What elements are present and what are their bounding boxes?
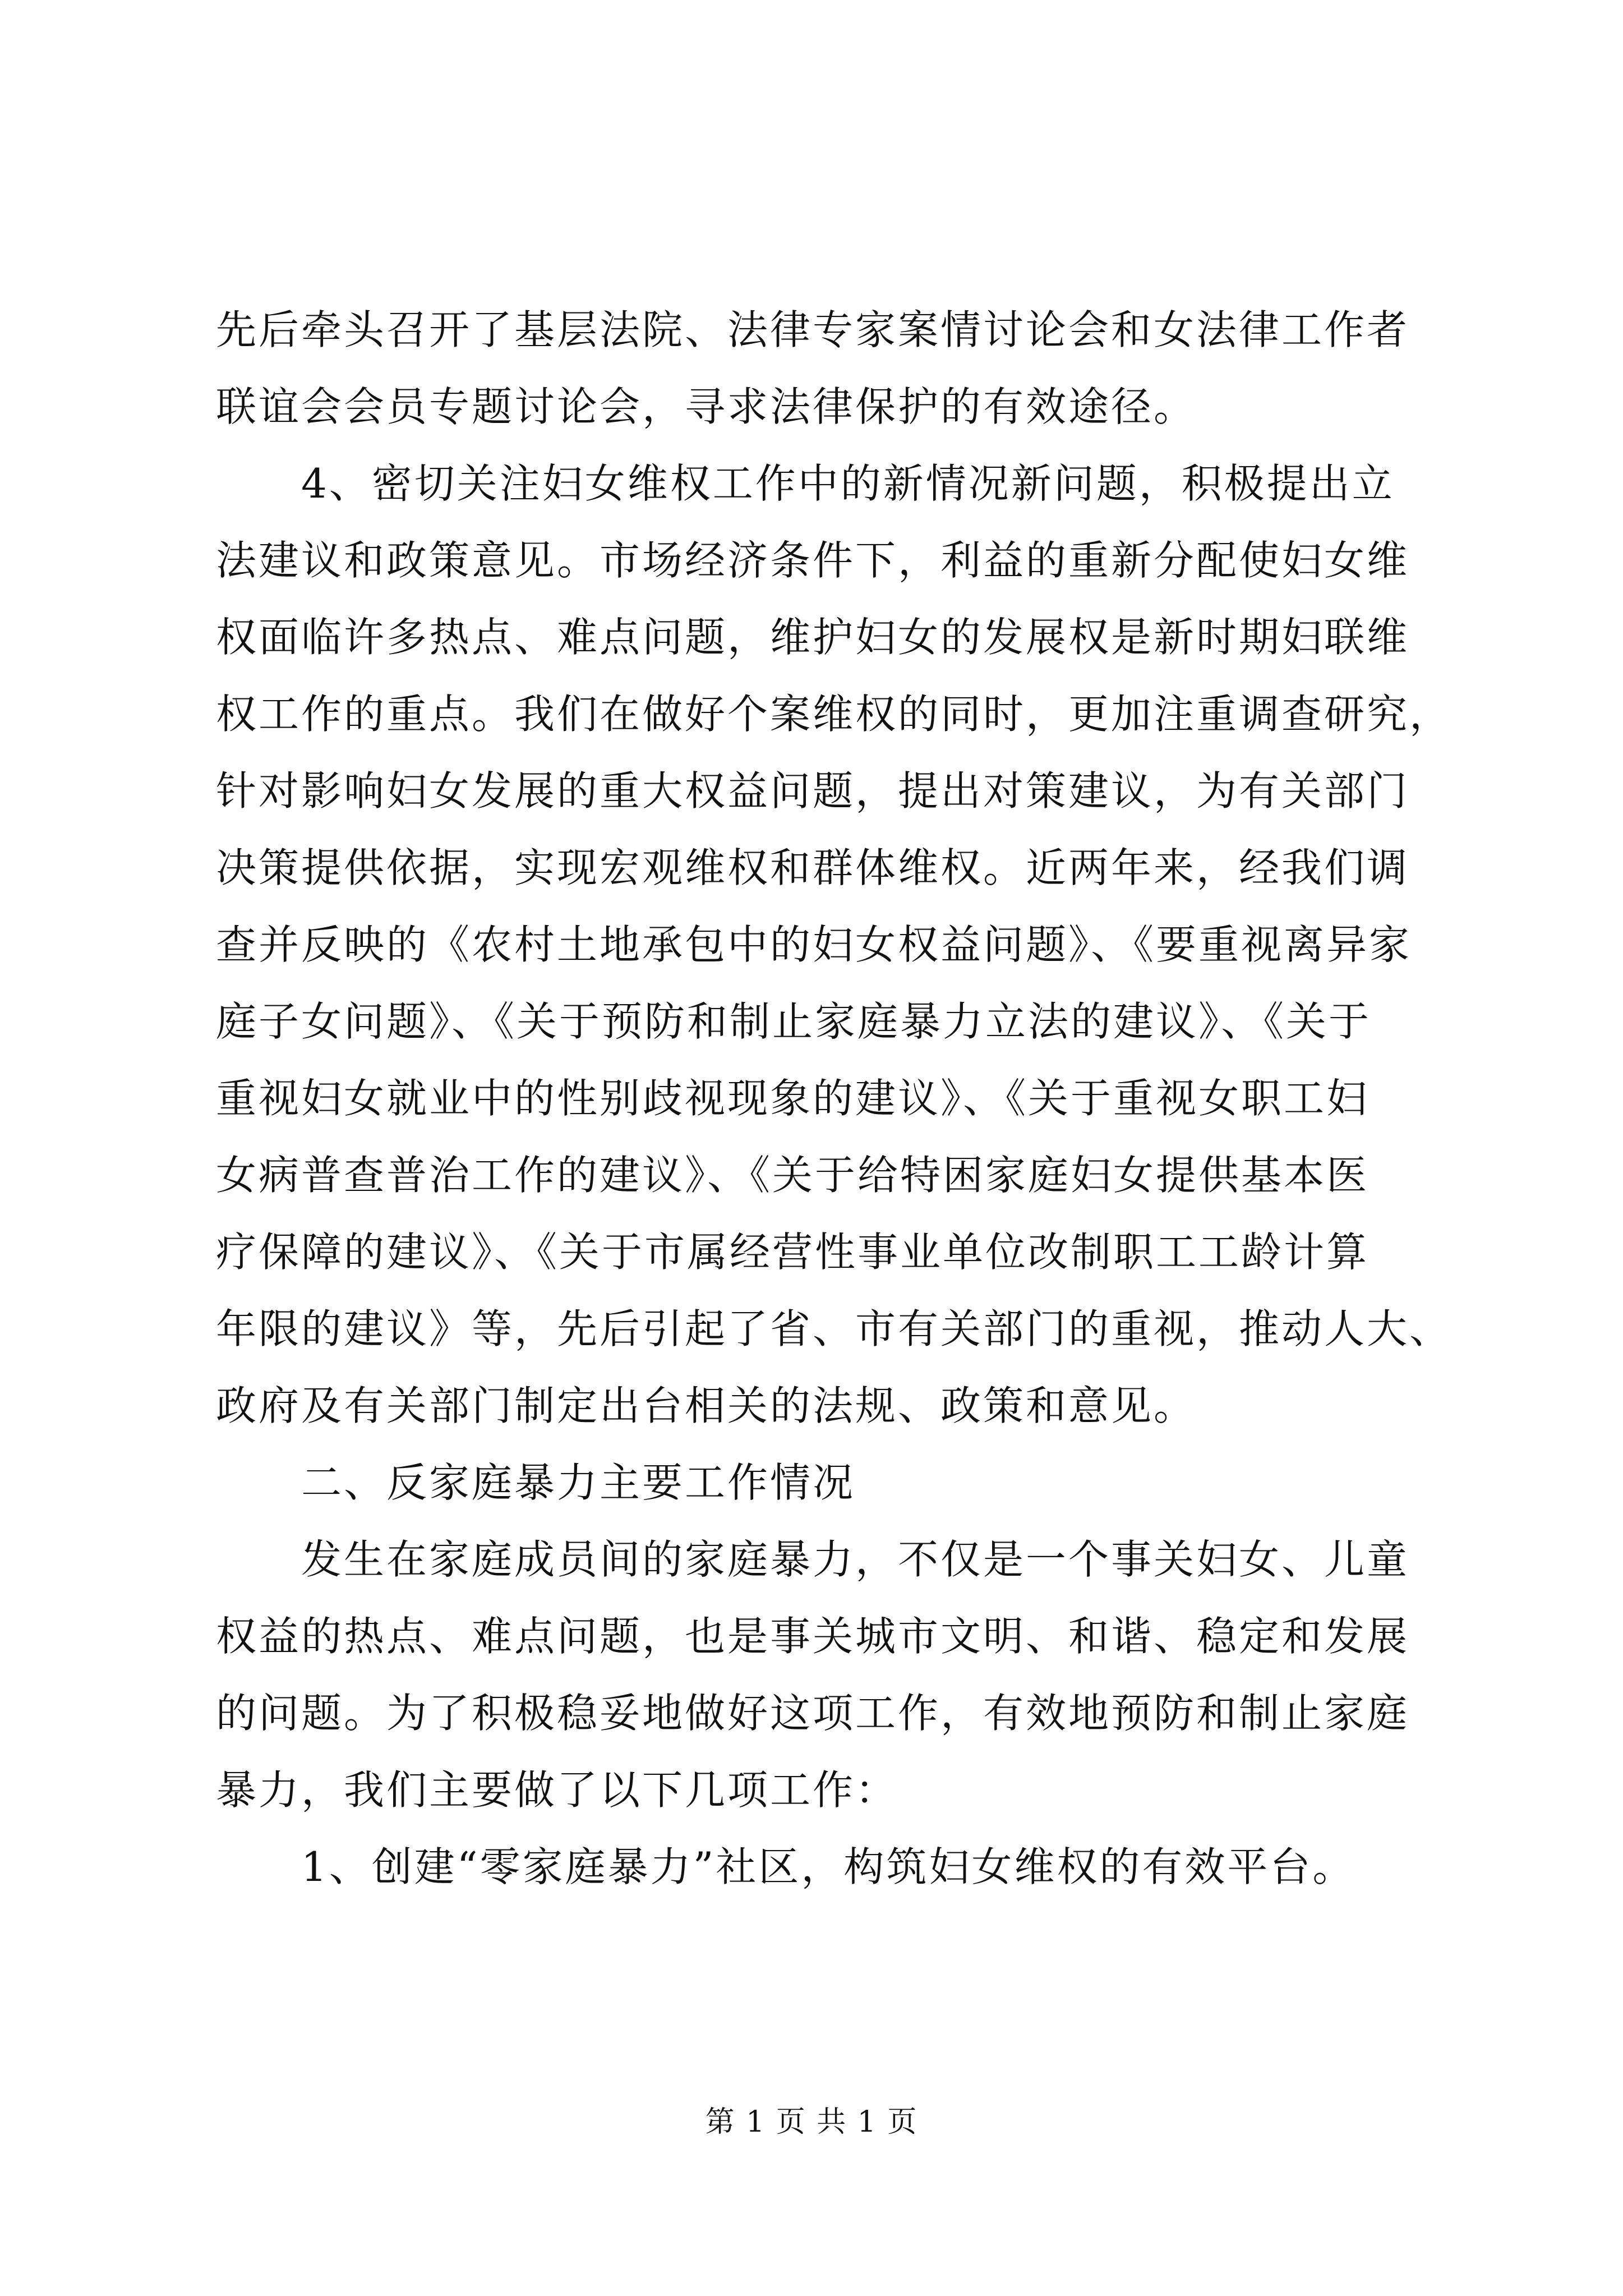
- text-line: 年限的建议》等，先后引起了省、市有关部门的重视，推动人大、: [216, 1305, 1453, 1352]
- page-footer: 第 1 页 共 1 页: [705, 2105, 918, 2139]
- paragraph-start-line: 4、密切关注妇女维权工作中的新情况新问题，积极提出立: [301, 460, 1395, 507]
- text-line: 权面临许多热点、难点问题，维护妇女的发展权是新时期妇联维: [216, 614, 1410, 661]
- text-line: 法建议和政策意见。市场经济条件下，利益的重新分配使妇女维: [216, 537, 1410, 584]
- text-line: 女病普查普治工作的建议》、《关于给特困家庭妇女提供基本医: [216, 1152, 1370, 1199]
- text-line: 联谊会会员专题讨论会，寻求法律保护的有效途径。: [216, 383, 1197, 430]
- text-line: 庭子女问题》、《关于预防和制止家庭暴力立法的建议》、《关于: [216, 998, 1372, 1045]
- text-line: 查并反映的《农村土地承包中的妇女权益问题》、《要重视离异家: [216, 921, 1412, 968]
- text-line: 权益的热点、难点问题，也是事关城市文明、和谐、稳定和发展: [216, 1613, 1410, 1660]
- text-line: 暴力，我们主要做了以下几项工作：: [216, 1766, 898, 1814]
- paragraph-start-line: 发生在家庭成员间的家庭暴力，不仅是一个事关妇女、儿童: [301, 1536, 1410, 1583]
- text-line: 决策提供依据，实现宏观维权和群体维权。近两年来，经我们调: [216, 844, 1410, 891]
- text-line: 政府及有关部门制定出台相关的法规、政策和意见。: [216, 1382, 1197, 1429]
- text-line: 重视妇女就业中的性别歧视现象的建议》、《关于重视女职工妇: [216, 1075, 1370, 1122]
- paragraph-start-line: 1、创建“零家庭暴力”社区，构筑妇女维权的有效平台。: [301, 1843, 1355, 1890]
- section-heading: 二、反家庭暴力主要工作情况: [301, 1459, 856, 1506]
- document-body: [216, 292, 1453, 1906]
- text-line: 疗保障的建议》、《关于市属经营性事业单位改制职工工龄计算: [216, 1228, 1370, 1276]
- text-line: 的问题。为了积极稳妥地做好这项工作，有效地预防和制止家庭: [216, 1690, 1410, 1737]
- text-line: 权工作的重点。我们在做好个案维权的同时，更加注重调查研究，: [216, 691, 1453, 738]
- text-line: 先后牵头召开了基层法院、法律专家案情讨论会和女法律工作者: [216, 306, 1410, 353]
- text-line: 针对影响妇女发展的重大权益问题，提出对策建议，为有关部门: [216, 767, 1410, 815]
